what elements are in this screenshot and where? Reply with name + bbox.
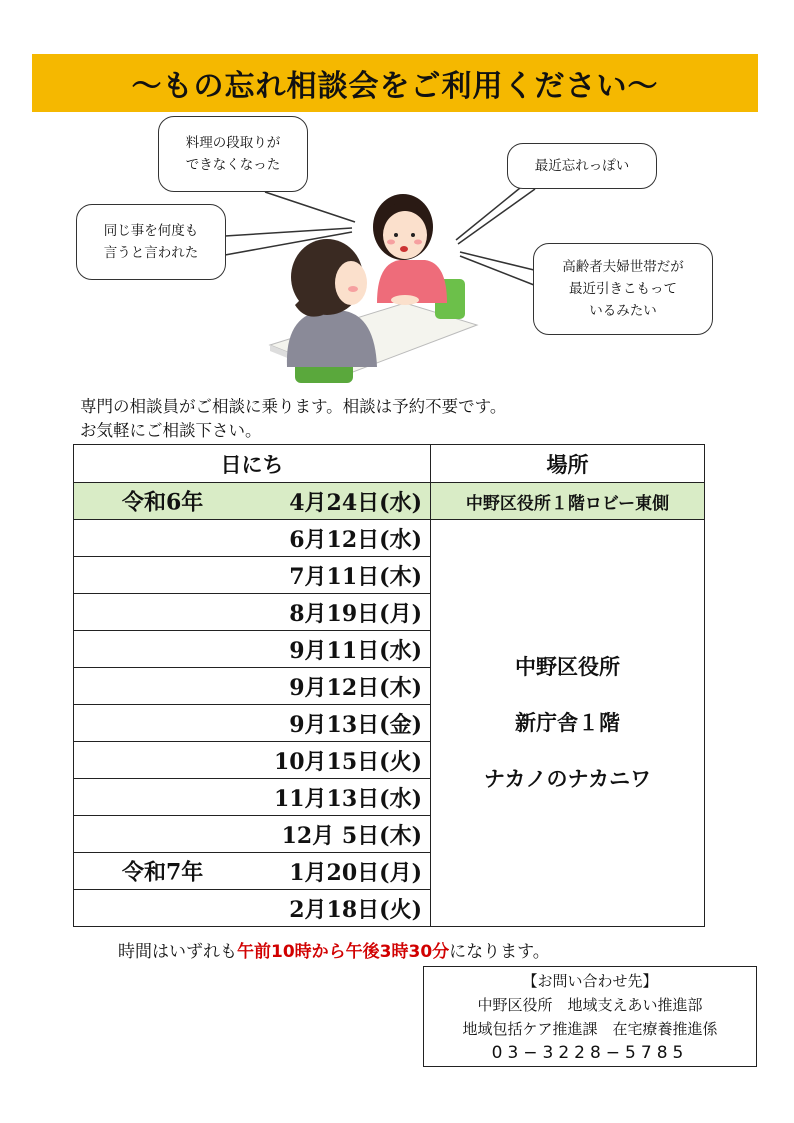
date-cell: 9月12日(木) — [74, 668, 431, 705]
date-cell: 令和6年 4月24日(水) — [74, 483, 431, 520]
page-title: 〜もの忘れ相談会をご利用ください〜 — [131, 69, 659, 104]
date-cell: 7月11日(木) — [74, 557, 431, 594]
date-cell: 9月11日(水) — [74, 631, 431, 668]
speech-bubble-repeat: 同じ事を何度も 言うと言われた — [76, 204, 226, 280]
date-cell: 2月18日(火) — [74, 890, 431, 927]
date-cell: 令和7年 1月20日(月) — [74, 853, 431, 890]
date-cell: 12月 5日(木) — [74, 816, 431, 853]
date-cell: 6月12日(水) — [74, 520, 431, 557]
contact-phone: 03−3228−5785 — [491, 1043, 689, 1063]
header-date: 日にち — [74, 445, 431, 483]
speech-bubble-forgetful: 最近忘れっぽい — [507, 143, 657, 189]
place-cell-main: 中野区役所 新庁舎１階 ナカノのナカニワ — [431, 520, 705, 927]
contact-box: 【お問い合わせ先】 中野区役所 地域支えあい推進部 地域包括ケア推進課 在宅療養推進係 03−3228−5785 — [423, 966, 757, 1067]
schedule-table — [73, 444, 705, 927]
place-cell-first: 中野区役所１階ロビー東側 — [431, 483, 705, 520]
time-highlight: 午前10時から午後3時30分 — [237, 942, 450, 962]
time-notice: 時間はいずれも午前10時から午後3時30分になります。 — [118, 942, 550, 962]
date-cell: 10月15日(火) — [74, 742, 431, 779]
consultation-illustration — [265, 175, 480, 385]
date-cell: 8月19日(月) — [74, 594, 431, 631]
date-cell: 11月13日(水) — [74, 779, 431, 816]
table-header-row — [74, 445, 705, 483]
table-row — [74, 520, 705, 557]
date-cell: 9月13日(金) — [74, 705, 431, 742]
speech-bubble-elderly: 高齢者夫婦世帯だが 最近引きこもって いるみたい — [533, 243, 713, 335]
contact-heading: 【お問い合わせ先】 — [522, 972, 658, 990]
intro-text: 専門の相談員がご相談に乗ります。相談は予約不要です。 お気軽にご相談下さい。 — [80, 397, 507, 440]
header-place: 場所 — [431, 445, 705, 483]
speech-bubble-cooking: 料理の段取りが できなくなった — [158, 116, 308, 192]
table-row — [74, 483, 705, 520]
